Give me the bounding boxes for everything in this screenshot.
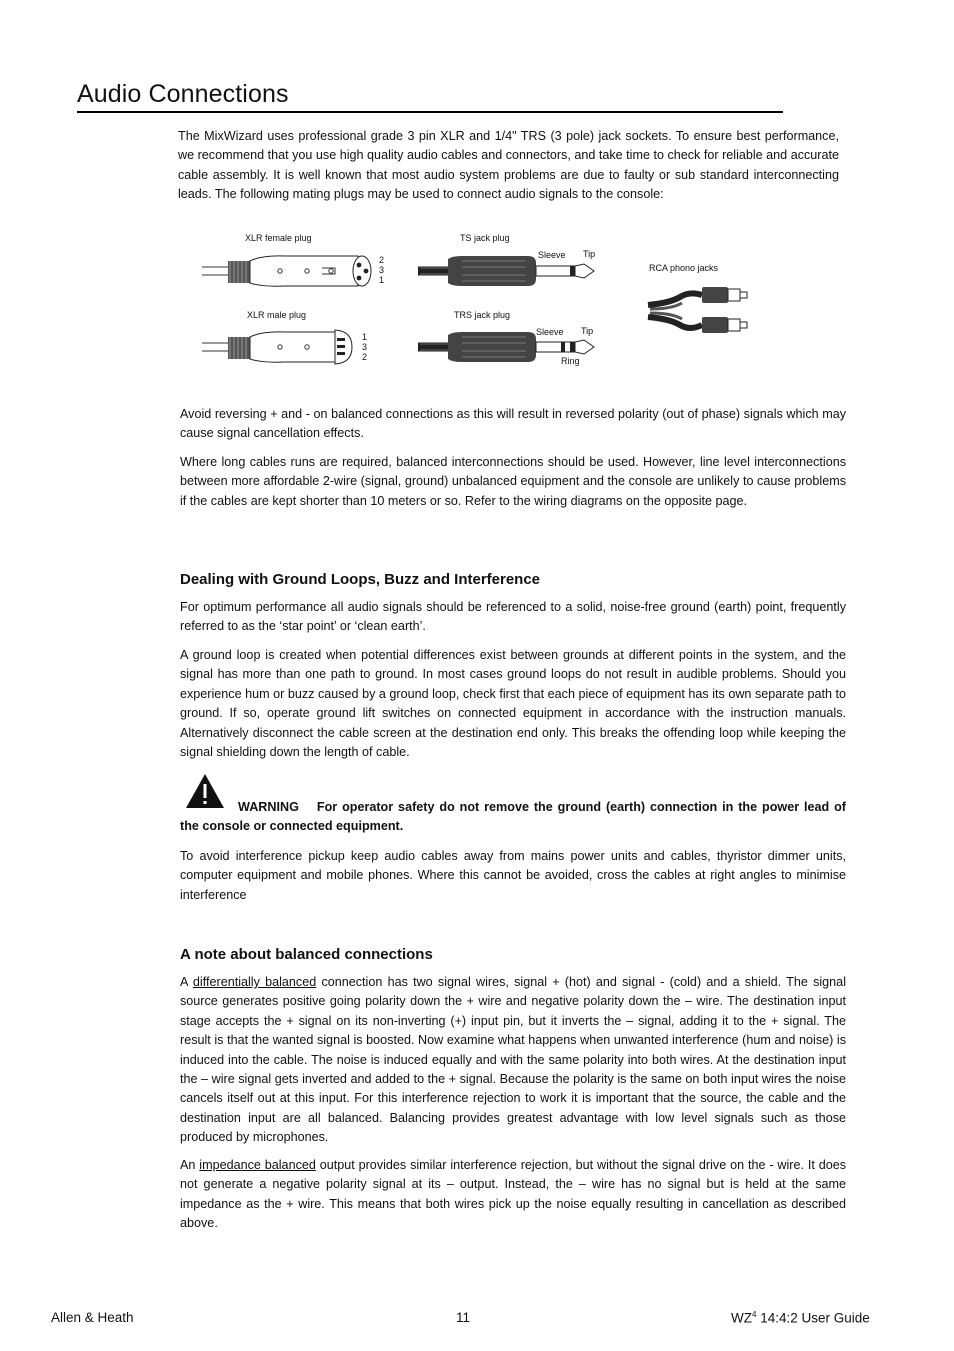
footer-model: WZ bbox=[731, 1310, 752, 1326]
trs-ring-label: Ring bbox=[561, 356, 580, 366]
pin-label: 3 bbox=[362, 342, 368, 352]
xlr-female-plug-icon bbox=[202, 256, 371, 286]
xlr-male-label: XLR male plug bbox=[247, 310, 307, 320]
ts-jack-plug-icon bbox=[418, 256, 594, 286]
long-runs-paragraph: Where long cables runs are required, balanced interconnections should be used. However, line level interconnections between more affordable 2-wire (signal, ground) unbalanced equipment and the console are unlikely to cause problems if the cables are kept shorter than 10 meters or so. Refer to the wiring diagrams on the opposite page. bbox=[180, 455, 846, 508]
ts-tip-label: Tip bbox=[583, 249, 596, 259]
pin-label: 2 bbox=[379, 255, 385, 265]
footer-guide-title bbox=[731, 1310, 870, 1326]
warning-block bbox=[180, 798, 846, 837]
footer-model-sup: 4 bbox=[752, 1310, 757, 1319]
xlr-male-pin-labels bbox=[362, 332, 370, 362]
warning-text: For operator safety do not remove the ground (earth) connection in the power lead of the console or connected equipment. bbox=[180, 800, 846, 834]
interference-paragraph: To avoid interference pickup keep audio cables away from mains power units and cables, thyristor dimmer units, computer equipment and mobile phones. Where this cannot be avoided, cross the cables at right angles to minimise interference bbox=[180, 849, 846, 902]
ts-sleeve-label: Sleeve bbox=[538, 250, 566, 260]
trs-tip-label: Tip bbox=[581, 326, 594, 336]
impedance-balanced-term: impedance balanced bbox=[199, 1158, 316, 1172]
text-run: An bbox=[180, 1158, 200, 1172]
ground-loops-paragraph-2: A ground loop is created when potential differences exist between grounds at different points in the system, and the signal has more than one path to ground. In most cases ground loops do not result in audible problems. Should you experience hum or buzz caused by a ground loop, check first that each piece of equipment has its own separate path to ground. If so, operate ground lift switches on connected equipment in accordance with the instruction manuals. Alternatively disconnect the cable screen at the destination end only. This breaks the offending loop while keeping the signal shielding down the length of cable. bbox=[180, 648, 846, 760]
differential-balanced-paragraph bbox=[180, 973, 846, 1148]
footer-company: Allen & Heath bbox=[51, 1310, 134, 1325]
intro-paragraph: The MixWizard uses professional grade 3 pin XLR and 1/4" TRS (3 pole) jack sockets. To ensure best performance, we recommend that you use high quality audio cables and connectors, and take time to check for reliable and accurate cable assembly. It is well known that most audio system problems are due to faulty or sub standard interconnecting leads. The following mating plugs may be used to connect audio signals to the console: bbox=[178, 129, 839, 202]
xlr-female-label: XLR female plug bbox=[245, 233, 312, 243]
impedance-balanced-paragraph bbox=[180, 1156, 846, 1234]
trs-sleeve-label: Sleeve bbox=[536, 327, 564, 337]
text-run: output provides similar interference rejection, but without the signal drive on the - wire. It does not generate a negative polarity signal at its – output. Instead, the – wire has no signal but is held at the same impedance as the + wire. This means that both wires pick up the noise equally resulting in cancellation as described above. bbox=[180, 1158, 847, 1231]
rca-label: RCA phono jacks bbox=[649, 263, 719, 273]
trs-jack-label: TRS jack plug bbox=[454, 310, 511, 320]
xlr-male-plug-icon bbox=[202, 330, 352, 364]
text-run: A bbox=[180, 975, 193, 989]
ground-loops-heading: Dealing with Ground Loops, Buzz and Interference bbox=[180, 571, 541, 588]
reverse-polarity-paragraph: Avoid reversing + and - on balanced connections as this will result in reversed polarity (out of phase) signals which may cause signal cancellation effects. bbox=[180, 407, 846, 441]
text-run: connection has two signal wires, signal + (hot) and signal - (cold) and a shield. The signal source generates positive going polarity down the + wire and negative polarity down the – wire. The destination input stage accepts the + signal on its non-inverting (+) input pin, but it inverts the – signal, adding it to the + signal. The result is that the wanted signal is boosted. Now examine what happens when unwanted interference (hum and noise) is induced into the cable. The noise is induced equally and with the same polarity into both wires. At the destination input the – wire signal gets inverted and added to the + signal. Because the polarity is the same on both input wires the noise cancels itself out at this input. For this interference rejection to work it is important that the source, the cable and the destination input are all balanced. Balancing provides greatest advantage with low level signals such as those produced by microphones. bbox=[180, 975, 846, 1145]
balanced-heading: A note about balanced connections bbox=[180, 946, 433, 963]
pin-label: 3 bbox=[379, 265, 385, 275]
connector-figure bbox=[190, 225, 770, 375]
ground-loops-paragraph-1: For optimum performance all audio signals should be referenced to a solid, noise-free ground (earth) point, frequently referred to as the ‘star point’ or ‘clean earth’. bbox=[180, 600, 846, 634]
footer-guide-name: 14:4:2 User Guide bbox=[756, 1310, 870, 1326]
ts-jack-label: TS jack plug bbox=[460, 233, 510, 243]
rca-phono-jacks-icon bbox=[648, 287, 747, 333]
page-title: Audio Connections bbox=[77, 80, 289, 108]
pin-label: 1 bbox=[362, 332, 368, 342]
differentially-balanced-term: differentially balanced bbox=[192, 975, 317, 989]
pin-label: 2 bbox=[362, 352, 368, 362]
footer-page-number: 11 bbox=[456, 1310, 471, 1325]
xlr-female-pin-labels bbox=[379, 255, 387, 285]
pin-label: 1 bbox=[379, 275, 385, 285]
title-underline bbox=[77, 111, 783, 113]
warning-label: WARNING bbox=[238, 800, 299, 814]
